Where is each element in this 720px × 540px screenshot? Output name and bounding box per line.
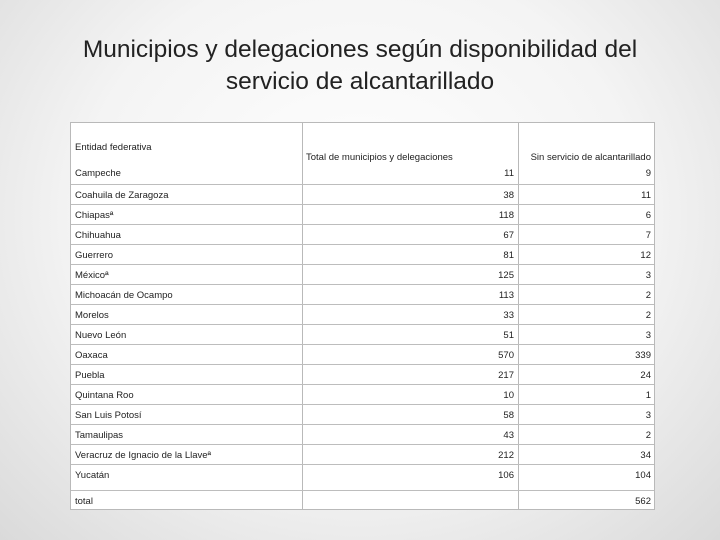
entidad-cell: Tamaulipas — [75, 430, 124, 441]
header-sin-servicio: Sin servicio de alcantarillado — [530, 152, 651, 163]
entidad-cell: Chiapasª — [75, 210, 114, 221]
sin-servicio-cell: 24 — [640, 370, 651, 381]
entidad-cell: Campeche — [75, 168, 121, 179]
table-row — [71, 464, 654, 485]
entidad-cell: Michoacán de Ocampo — [75, 290, 173, 301]
entidad-cell: Puebla — [75, 370, 105, 381]
sin-servicio-cell: 3 — [645, 410, 651, 421]
entidad-cell: Nuevo León — [75, 330, 127, 341]
sin-servicio-cell: 7 — [645, 230, 651, 241]
sin-servicio-cell: 34 — [640, 450, 651, 461]
table-row — [71, 163, 654, 183]
total-cell: 81 — [503, 250, 514, 261]
entidad-cell: Chihuahua — [75, 230, 121, 241]
entidad-cell: Morelos — [75, 310, 109, 321]
table-row — [71, 184, 654, 205]
table-row — [71, 204, 654, 225]
header-total: Total de municipios y delegaciones — [306, 152, 453, 163]
entidad-cell: San Luis Potosí — [75, 410, 142, 421]
total-cell: 10 — [503, 390, 514, 401]
sin-servicio-cell: 3 — [645, 330, 651, 341]
total-cell: 38 — [503, 190, 514, 201]
entidad-cell: Méxicoª — [75, 270, 109, 281]
page-title — [40, 34, 680, 98]
total-cell: 113 — [498, 290, 514, 301]
table-row — [71, 304, 654, 325]
sin-servicio-cell: 339 — [635, 350, 651, 361]
table-row — [71, 264, 654, 285]
sin-servicio-cell: 2 — [645, 430, 651, 441]
total-cell: 118 — [498, 210, 514, 221]
sin-servicio-cell: 12 — [640, 250, 651, 261]
total-cell: 125 — [498, 270, 514, 281]
table-row — [71, 490, 654, 511]
total-cell: 212 — [498, 450, 514, 461]
entidad-cell: Oaxaca — [75, 350, 108, 361]
data-table — [70, 122, 655, 510]
header-entidad: Entidad federativa — [75, 142, 152, 153]
total-cell: 217 — [498, 370, 514, 381]
total-cell: 67 — [503, 230, 514, 241]
table-row — [71, 384, 654, 405]
total-cell: 43 — [503, 430, 514, 441]
sin-servicio-cell: 6 — [645, 210, 651, 221]
sin-servicio-cell: 2 — [645, 290, 651, 301]
sin-servicio-cell: 9 — [645, 168, 651, 179]
sin-servicio-cell: 3 — [645, 270, 651, 281]
total-cell: 51 — [503, 330, 514, 341]
sin-servicio-cell: 2 — [645, 310, 651, 321]
table-row — [71, 224, 654, 245]
entidad-cell: Veracruz de Ignacio de la Llaveª — [75, 450, 212, 461]
title-line-1: Municipios y delegaciones según disponibilidad del — [82, 36, 638, 63]
table-row — [71, 404, 654, 425]
sin-servicio-cell: 1 — [645, 390, 651, 401]
entidad-cell: Guerrero — [75, 250, 114, 261]
entidad-cell: Coahuila de Zaragoza — [75, 190, 169, 201]
table-row — [71, 344, 654, 365]
total-cell: 58 — [503, 410, 514, 421]
entidad-cell: total — [75, 496, 93, 507]
table-row — [71, 424, 654, 445]
entidad-cell: Quintana Roo — [75, 390, 134, 401]
table-row — [71, 284, 654, 305]
total-cell: 33 — [503, 310, 514, 321]
total-cell: 106 — [498, 470, 514, 481]
sin-servicio-cell: 562 — [635, 496, 651, 507]
total-cell: 11 — [504, 168, 514, 179]
sin-servicio-cell: 104 — [635, 470, 651, 481]
table-row — [71, 244, 654, 265]
table-row — [71, 324, 654, 345]
table-row — [71, 364, 654, 385]
sin-servicio-cell: 11 — [641, 190, 651, 201]
table-row — [71, 444, 654, 465]
title-line-2: servicio de alcantarillado — [225, 68, 495, 95]
total-cell: 570 — [498, 350, 514, 361]
entidad-cell: Yucatán — [75, 470, 110, 481]
